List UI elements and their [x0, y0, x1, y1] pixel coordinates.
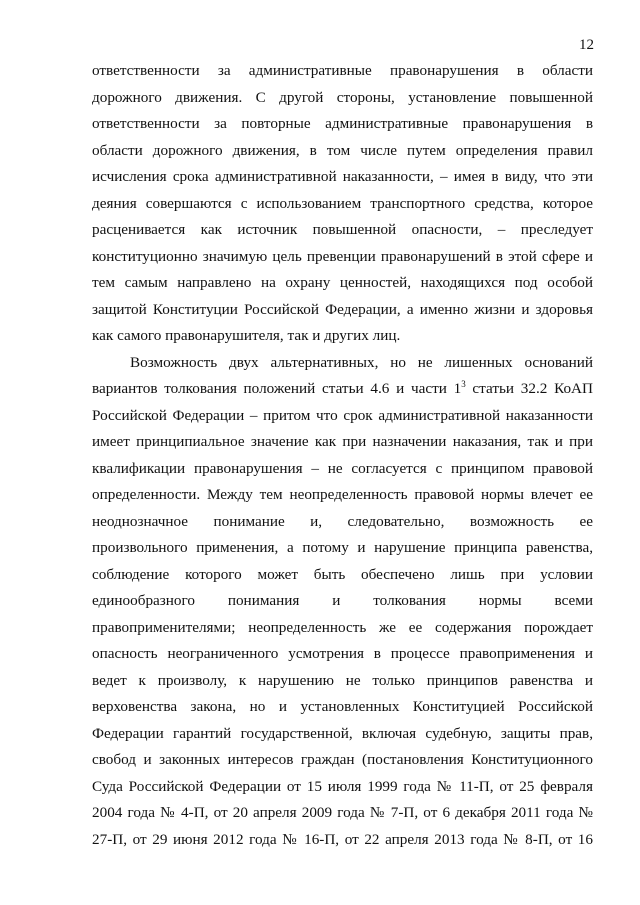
text-line: определенности. Между тем неопределенность правовой нормы влечет ее [92, 486, 593, 503]
text-line: ответственности за повторные административные правонарушения в [92, 115, 593, 132]
text-line: защитой Конституции Российской Федерации, а именно жизни и здоровья [92, 300, 593, 318]
text-line: произвольного применения, а потому и нарушение принципа равенства, [92, 539, 593, 556]
text-line: исчисления срока административной наказанности, – имея в виду, что эти [92, 168, 593, 185]
text-line: неоднозначное понимание и, следовательно, возможность ее [92, 512, 593, 530]
text-line: ведет к произволу, к нарушению не только принципов равенства и [92, 671, 593, 689]
text-line: квалификации правонарушения – не согласуется с принципом правовой [92, 459, 593, 477]
text-line: как самого правонарушителя, так и других лиц. [92, 327, 401, 344]
text-line: Возможность двух альтернативных, но не лишенных оснований [130, 353, 593, 371]
text-line: 27-П, от 29 июня 2012 года № 16-П, от 22 апреля 2013 года № 8-П, от 16 [92, 830, 593, 848]
text-line: единообразного понимания и толкования нормы всеми [92, 592, 593, 609]
text-line: конституционно значимую цель превенции правонарушений в этой сфере и [92, 247, 593, 265]
text-line: деяния совершаются с использованием транспортного средства, которое [92, 194, 593, 212]
text-line: опасность неограниченного усмотрения в процессе правоприменения и [92, 645, 593, 662]
text-line: тем самым направлено на охрану ценностей, находящихся под особой [92, 274, 593, 291]
text-line: соблюдение которого может быть обеспечено лишь при условии [92, 565, 593, 583]
text-line [92, 376, 593, 403]
text-line: правоприменителями; неопределенность же ее содержания порождает [92, 618, 593, 636]
text-segment: вариантов толкования положений статьи 4.6 и части 1 [92, 380, 462, 397]
text-line: Российской Федерации – притом что срок административной наказанности [92, 406, 593, 424]
text-line: свобод и законных интересов граждан (постановления Конституционного [92, 751, 593, 768]
text-segment: статьи 32.2 КоАП [465, 380, 593, 397]
page-number: 12 [579, 37, 594, 53]
text-line: 2004 года № 4-П, от 20 апреля 2009 года № 7-П, от 6 декабря 2011 года № [92, 804, 593, 821]
superscript: 3 [461, 378, 466, 389]
text-line: расценивается как источник повышенной опасности, – преследует [92, 221, 593, 238]
text-line: верховенства закона, но и установленных Конституцией Российской [92, 698, 593, 715]
body-text [92, 58, 593, 853]
text-line: дорожного движения. С другой стороны, установление повышенной [92, 88, 593, 106]
text-line: области дорожного движения, в том числе путем определения правил [92, 141, 593, 159]
text-line: Федерации гарантий государственной, включая судебную, защиты прав, [92, 724, 593, 742]
text-line: Суда Российской Федерации от 15 июля 1999 года № 11-П, от 25 февраля [92, 777, 593, 795]
text-line: ответственности за административные правонарушения в области [92, 62, 593, 79]
text-line: имеет принципиальное значение как при назначении наказания, так и при [92, 433, 593, 450]
